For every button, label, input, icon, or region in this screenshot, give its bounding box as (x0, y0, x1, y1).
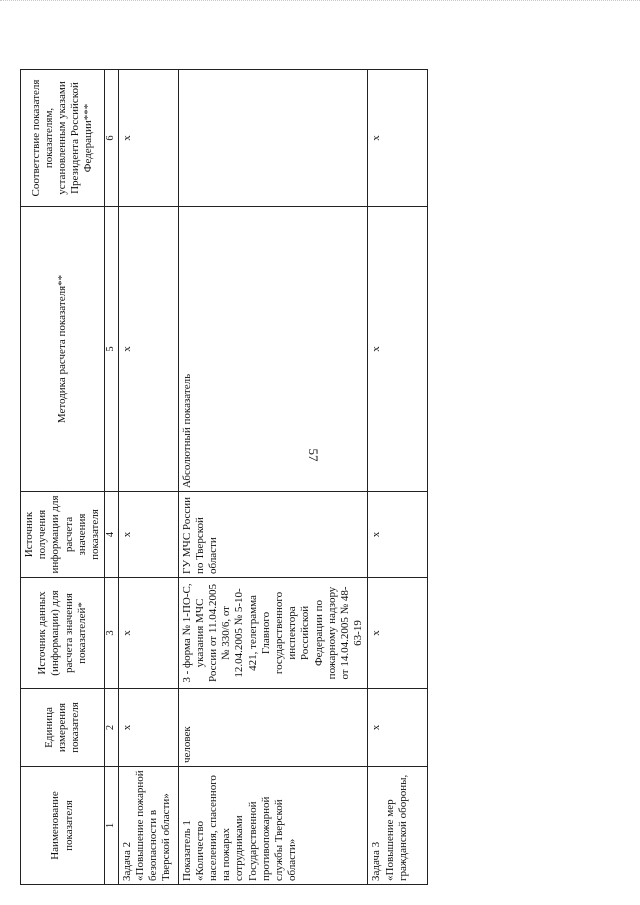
page-number: 57 (306, 448, 321, 462)
cell-compliance: х (368, 70, 428, 207)
cell-info-source: х (368, 492, 428, 578)
column-number: 1 (105, 767, 119, 885)
header-row (21, 70, 105, 885)
cell-compliance (178, 70, 368, 207)
cell-indicator-name: Показатель 1 «Количество населения, спасенного на пожарах сотрудниками Государственной противопожарной службы Тверской области» (178, 767, 368, 885)
column-number: 3 (105, 578, 119, 689)
cell-unit: человек (178, 689, 368, 767)
header-method: Методика расчета показателя** (21, 207, 105, 492)
cell-info-source: ГУ МЧС России по Тверской области (178, 492, 368, 578)
column-number-row (105, 70, 119, 885)
scan-edge-dots (0, 0, 640, 6)
header-unit: Единица измерения показателя (21, 689, 105, 767)
cell-method: х (368, 207, 428, 492)
indicators-table (20, 69, 428, 885)
header-info-source: Источник получения информации для расчета значения показателя (21, 492, 105, 578)
cell-data-source: 3 - форма № 1-ПО-С, указания МЧС России от 11.04.2005 № 330/6, от 12.04.2005 № 5-10-421, телеграмма Главного государственного инспектора Российской Федерации по пожарному надзору от 14.04.2005 № 48-63-19 (178, 578, 368, 689)
cell-data-source: х (368, 578, 428, 689)
table-row (118, 70, 178, 885)
cell-method: Абсолютный показатель (178, 207, 368, 492)
cell-task-name: Задача 3 «Повышение мер гражданской обороны, (368, 767, 428, 885)
table-row (178, 70, 368, 885)
cell-method: х (118, 207, 178, 492)
cell-unit: х (118, 689, 178, 767)
cell-compliance: х (118, 70, 178, 207)
header-presidential-compliance: Соответствие показателя показателям, установленным указами Президента Российской Федерации*** (21, 70, 105, 207)
cell-data-source: х (118, 578, 178, 689)
rotated-table-container (20, 70, 420, 885)
table-row (368, 70, 428, 885)
header-data-source: Источник данных (информации) для расчета значения показателей* (21, 578, 105, 689)
column-number: 2 (105, 689, 119, 767)
cell-unit: х (368, 689, 428, 767)
column-number: 4 (105, 492, 119, 578)
cell-task-name: Задача 2 «Повышение пожарной безопасности в Тверской области» (118, 767, 178, 885)
column-number: 6 (105, 70, 119, 207)
cell-info-source: х (118, 492, 178, 578)
column-number: 5 (105, 207, 119, 492)
header-indicator-name: Наименование показателя (21, 767, 105, 885)
